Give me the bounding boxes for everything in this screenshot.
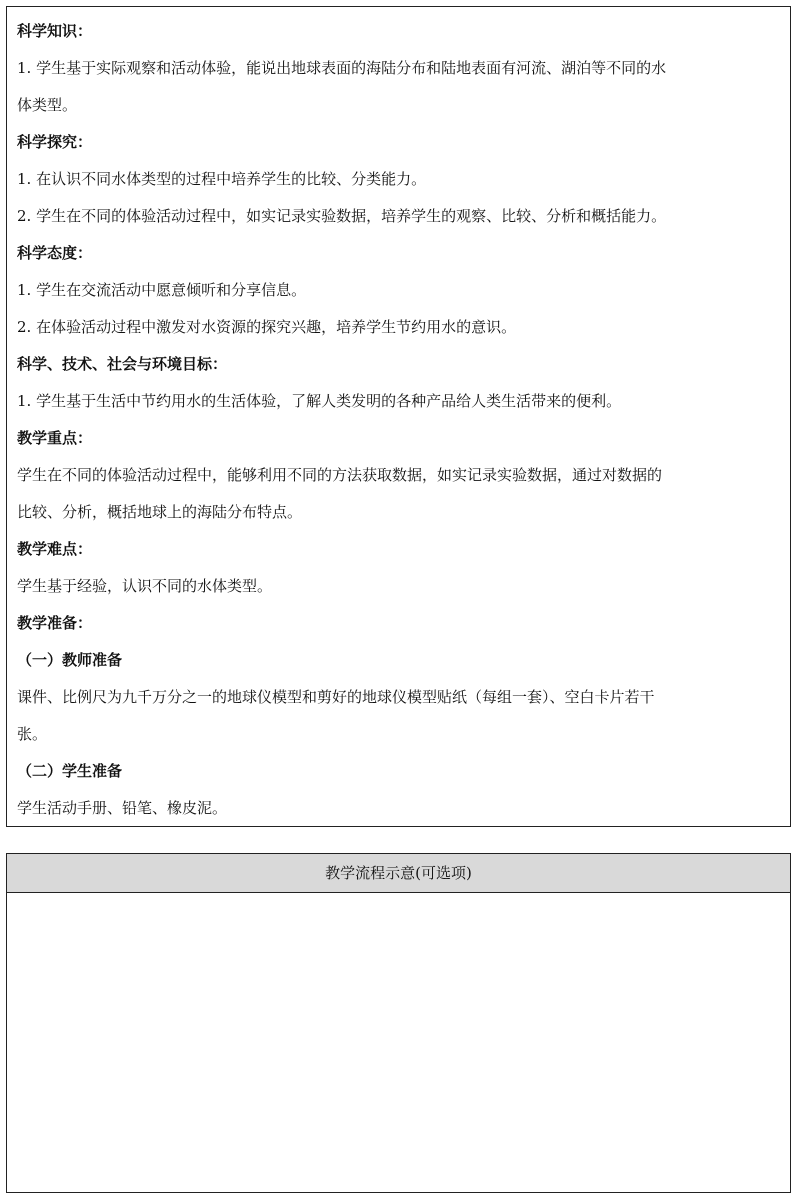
text-line: 科学态度： <box>17 244 93 262</box>
text-line: 1. 学生基于实际观察和活动体验，能说出地球表面的海陆分布和陆地表面有河流、湖泊等不同的水 <box>17 59 667 77</box>
text-line: 1. 在认识不同水体类型的过程中培养学生的比较、分类能力。 <box>17 170 427 188</box>
text-line: 学生基于经验，认识不同的水体类型。 <box>17 577 273 595</box>
text-line: 学生活动手册、铅笔、橡皮泥。 <box>17 799 228 817</box>
text-line: 科学探究： <box>17 133 93 151</box>
text-line: 体类型。 <box>17 96 78 114</box>
text-line: 比较、分析，概括地球上的海陆分布特点。 <box>17 503 303 521</box>
text-line: 教学难点： <box>17 540 93 558</box>
text-line: （一）教师准备 <box>17 651 123 669</box>
lesson-objectives-box <box>6 6 791 827</box>
teaching-flow-body <box>7 893 790 1193</box>
teaching-flow-header: 教学流程示意(可选项) <box>7 854 790 893</box>
text-line: 2. 在体验活动过程中激发对水资源的探究兴趣，培养学生节约用水的意识。 <box>17 318 517 336</box>
text-line: 学生在不同的体验活动过程中，能够利用不同的方法获取数据，如实记录实验数据，通过对数据的 <box>17 466 663 484</box>
text-line: （二）学生准备 <box>17 762 123 780</box>
text-line: 科学、技术、社会与环境目标： <box>17 355 228 373</box>
text-line: 科学知识： <box>17 22 93 40</box>
text-line: 1. 学生在交流活动中愿意倾听和分享信息。 <box>17 281 307 299</box>
text-line: 教学重点： <box>17 429 93 447</box>
text-line: 2. 学生在不同的体验活动过程中，如实记录实验数据，培养学生的观察、比较、分析和概括能力。 <box>17 207 667 225</box>
teaching-flow-box <box>6 853 791 1193</box>
text-line: 1. 学生基于生活中节约用水的生活体验，了解人类发明的各种产品给人类生活带来的便利。 <box>17 392 622 410</box>
text-line: 张。 <box>17 725 48 743</box>
text-line: 教学准备： <box>17 614 93 632</box>
text-line: 课件、比例尺为九千万分之一的地球仪模型和剪好的地球仪模型贴纸（每组一套）、空白卡片若干 <box>17 688 655 706</box>
